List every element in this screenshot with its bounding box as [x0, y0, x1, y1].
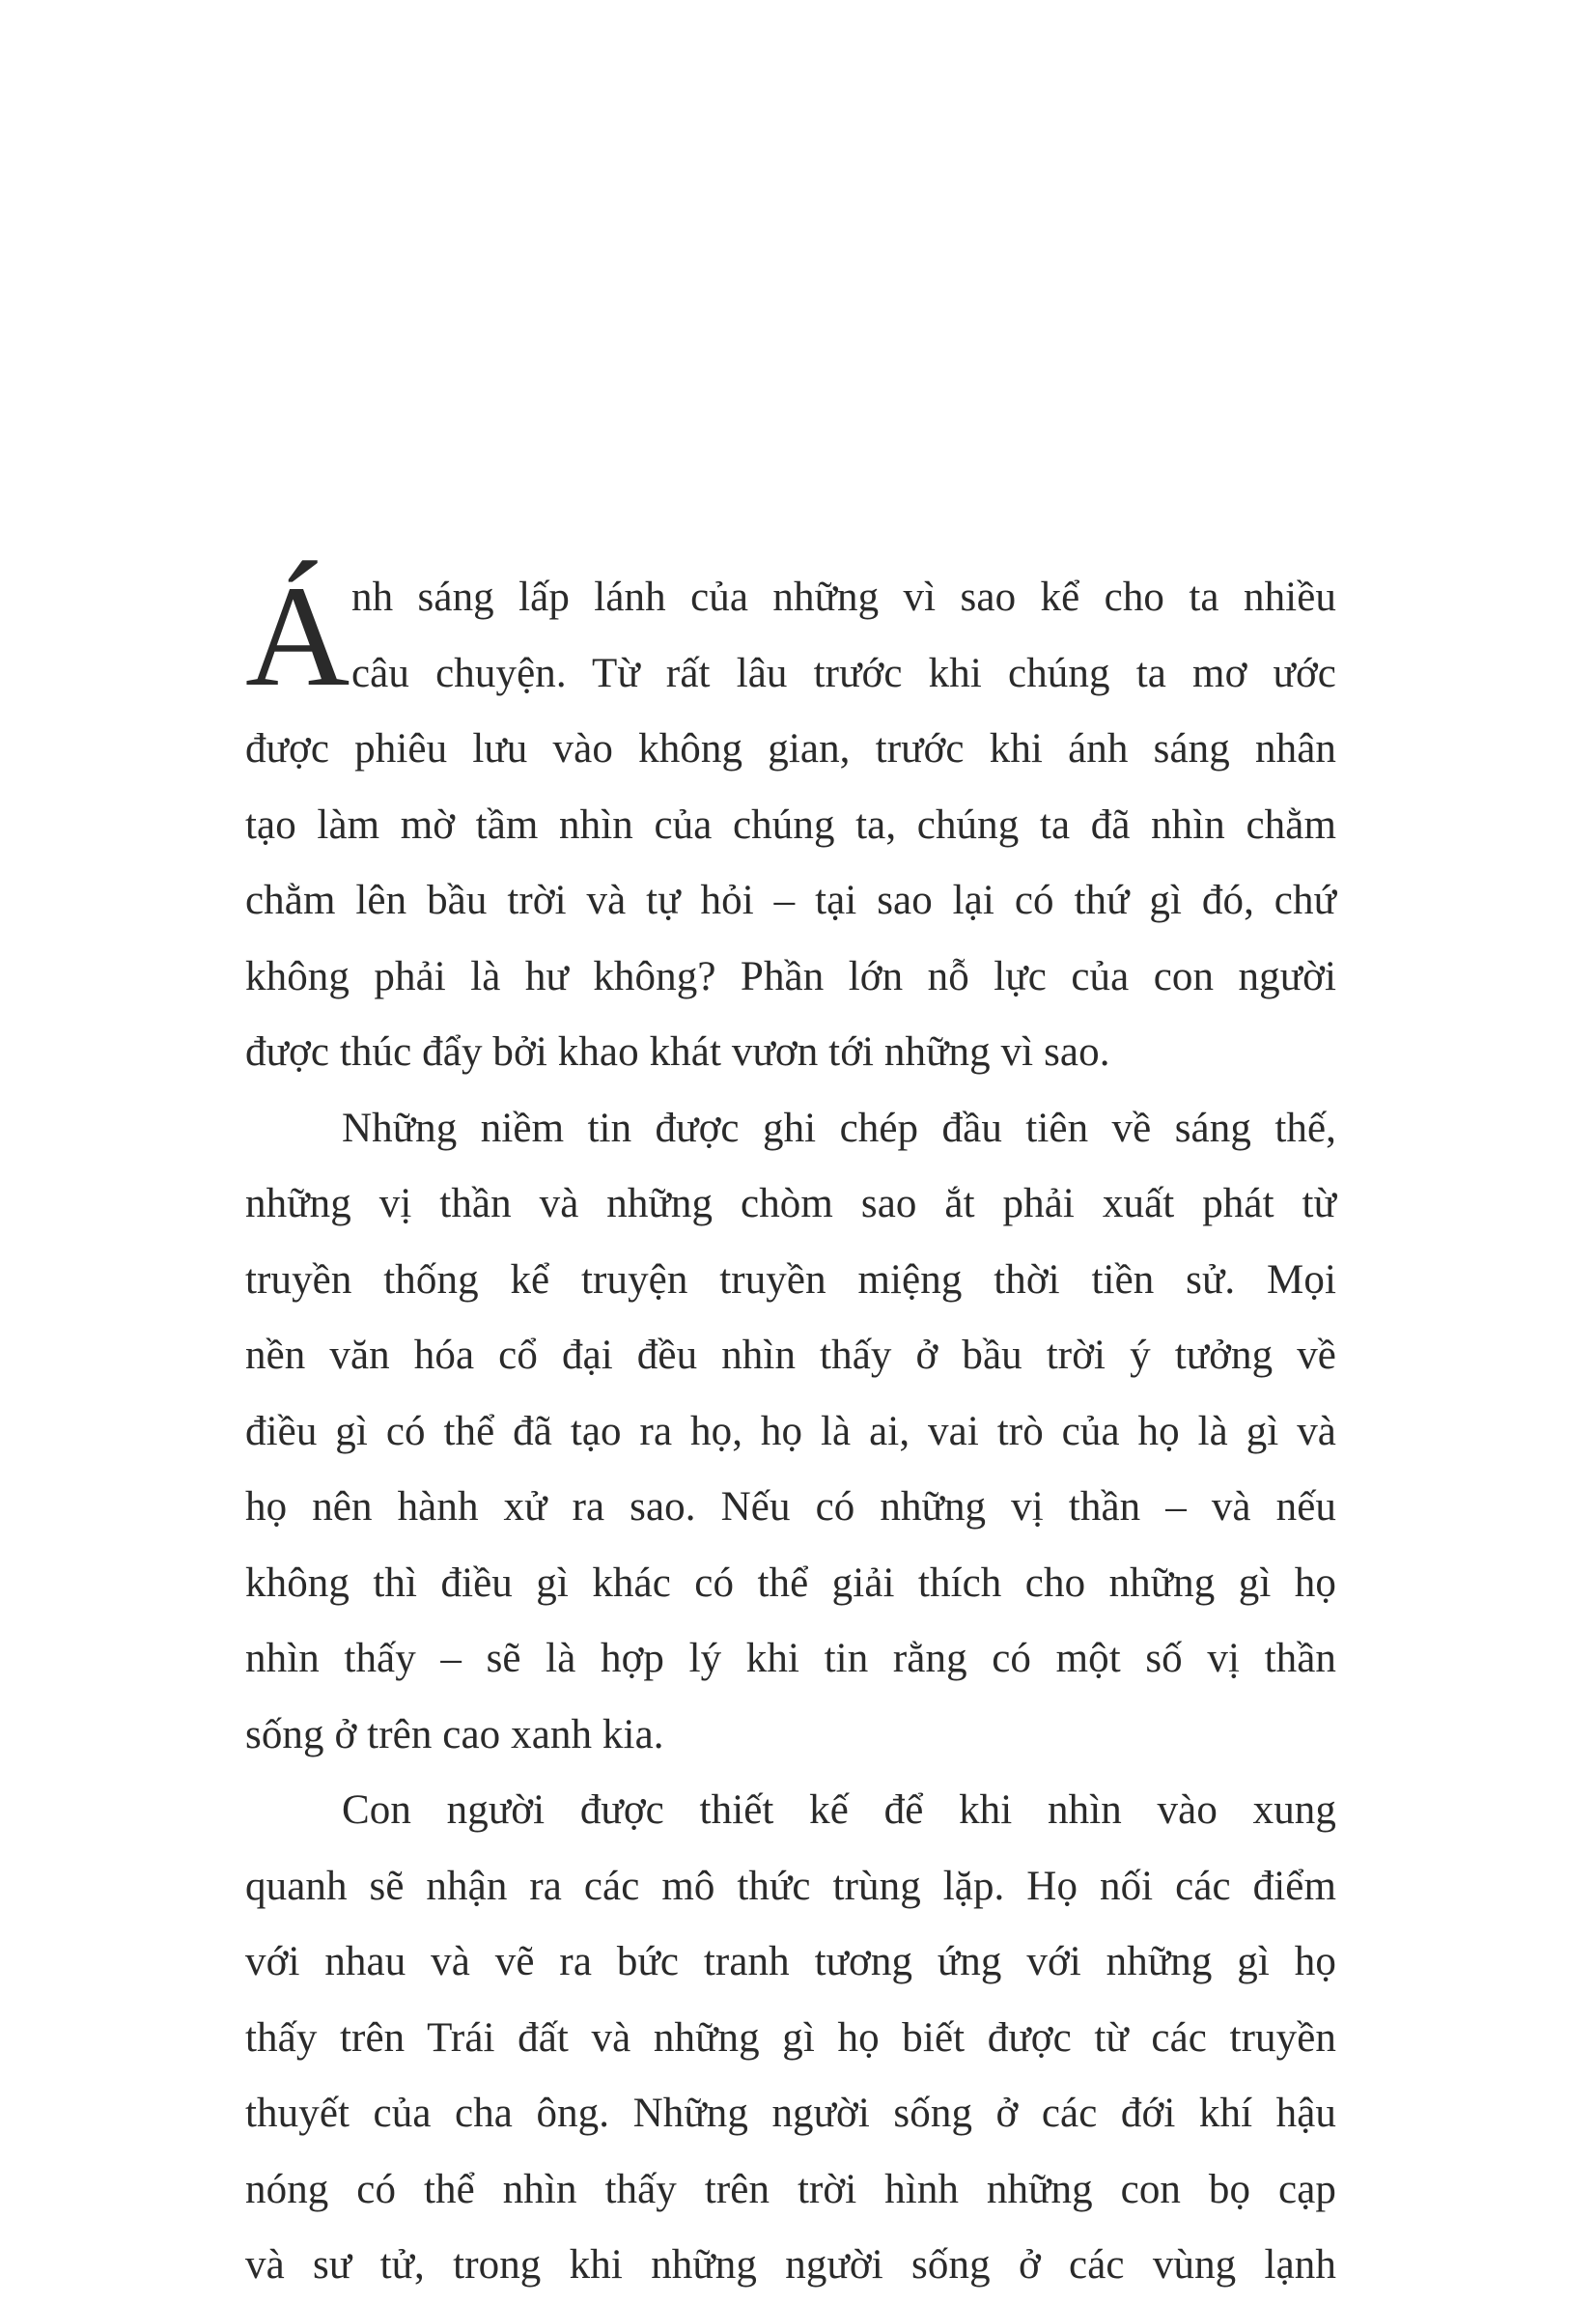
text-line: tạo làm mờ tầm nhìn của chúng ta, chúng ta đã nhìn chằm	[245, 801, 1336, 848]
text-line: quanh sẽ nhận ra các mô thức trùng lặp. Họ nối các điểm	[245, 1863, 1336, 1909]
text-line: không thì điều gì khác có thể giải thích cho những gì họ	[245, 1559, 1336, 1606]
text-line: nóng có thể nhìn thấy trên trời hình những con bọ cạp	[245, 2166, 1336, 2212]
text-line: và sư tử, trong khi những người sống ở các vùng lạnh	[245, 2242, 1336, 2288]
text-line: sống ở trên cao xanh kia.	[245, 1711, 664, 1757]
text-line: thấy trên Trái đất và những gì họ biết được từ các truyền	[245, 2014, 1336, 2061]
text-line: câu chuyện. Từ rất lâu trước khi chúng ta mơ ước	[351, 650, 1336, 696]
text-line: với nhau và vẽ ra bức tranh tương ứng với những gì họ	[245, 1939, 1336, 1984]
paragraph-2	[245, 1091, 1336, 1774]
text-line: được phiêu lưu vào không gian, trước khi ánh sáng nhân	[245, 726, 1336, 772]
text-line: Những niềm tin được ghi chép đầu tiên về sáng thế,	[342, 1105, 1336, 1151]
text-line: không phải là hư không? Phần lớn nỗ lực của con người	[245, 953, 1336, 999]
text-line: nền văn hóa cổ đại đều nhìn thấy ở bầu trời ý tưởng về	[245, 1333, 1336, 1378]
text-line: chằm lên bầu trời và tự hỏi – tại sao lại có thứ gì đó, chứ	[245, 878, 1336, 923]
text-line: được thúc đẩy bởi khao khát vươn tới những vì sao.	[245, 1029, 1110, 1075]
text-line: họ nên hành xử ra sao. Nếu có những vị thần – và nếu	[245, 1484, 1336, 1530]
text-line: những vị thần và những chòm sao ắt phải xuất phát từ	[245, 1181, 1336, 1226]
text-line: thuyết của cha ông. Những người sống ở các đới khí hậu	[245, 2091, 1336, 2136]
paragraph-3	[245, 1773, 1336, 2304]
text-line: nh sáng lấp lánh của những vì sao kể cho ta nhiều	[351, 575, 1336, 620]
text-line: nhìn thấy – sẽ là hợp lý khi tin rằng có một số vị thần	[245, 1636, 1336, 1681]
drop-cap: Á	[245, 556, 350, 716]
body-text	[245, 556, 1336, 2304]
text-line: Con người được thiết kế để khi nhìn vào xung	[342, 1787, 1336, 1833]
text-line: điều gì có thể đã tạo ra họ, họ là ai, vai trò của họ là gì và	[245, 1408, 1336, 1454]
text-line: truyền thống kể truyện truyền miệng thời tiền sử. Mọi	[245, 1256, 1336, 1303]
paragraph-1	[245, 556, 1336, 1091]
